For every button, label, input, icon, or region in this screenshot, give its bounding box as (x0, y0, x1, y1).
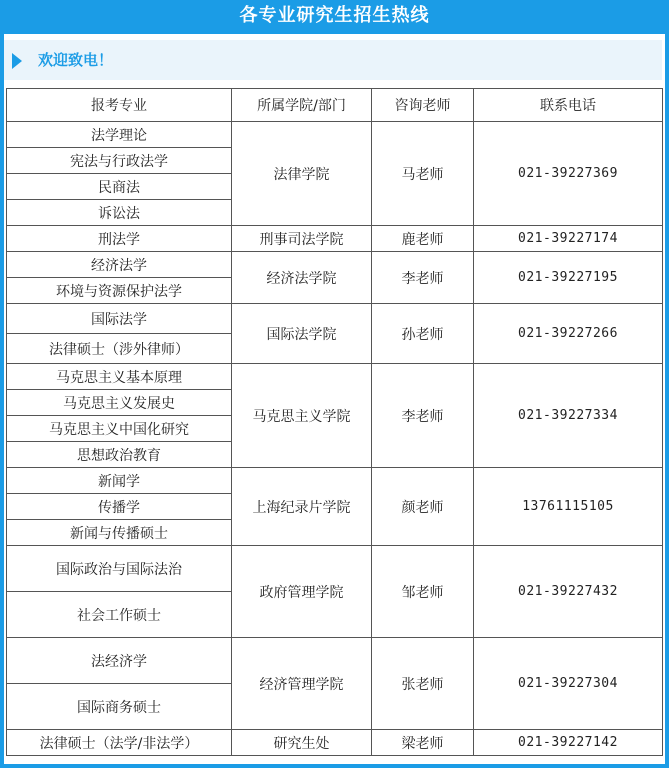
major-cell: 法学理论 (7, 122, 232, 148)
table-row (7, 546, 663, 592)
phone-cell: 021-39227334 (474, 364, 663, 468)
major-cell: 新闻学 (7, 468, 232, 494)
teacher-cell: 鹿老师 (372, 226, 474, 252)
table-row (7, 638, 663, 684)
table-row (7, 122, 663, 148)
teacher-cell: 邹老师 (372, 546, 474, 638)
table-row (7, 364, 663, 390)
phone-cell: 021-39227174 (474, 226, 663, 252)
teacher-cell: 马老师 (372, 122, 474, 226)
phone-cell: 021-39227142 (474, 730, 663, 756)
header-phone: 联系电话 (474, 89, 663, 122)
welcome-bar (4, 40, 662, 80)
major-cell: 刑法学 (7, 226, 232, 252)
table-header-row (7, 89, 663, 122)
major-cell: 传播学 (7, 494, 232, 520)
teacher-cell: 梁老师 (372, 730, 474, 756)
major-cell: 国际商务硕士 (7, 684, 232, 730)
major-cell: 社会工作硕士 (7, 592, 232, 638)
teacher-cell: 李老师 (372, 364, 474, 468)
teacher-cell: 孙老师 (372, 304, 474, 364)
major-cell: 马克思主义发展史 (7, 390, 232, 416)
welcome-text: 欢迎致电！ (38, 51, 114, 69)
college-cell: 经济法学院 (232, 252, 372, 304)
table-row (7, 468, 663, 494)
major-cell: 思想政治教育 (7, 442, 232, 468)
teacher-cell: 李老师 (372, 252, 474, 304)
teacher-cell: 颜老师 (372, 468, 474, 546)
major-cell: 国际政治与国际法治 (7, 546, 232, 592)
header-teacher: 咨询老师 (372, 89, 474, 122)
major-cell: 马克思主义基本原理 (7, 364, 232, 390)
teacher-cell: 张老师 (372, 638, 474, 730)
college-cell: 研究生处 (232, 730, 372, 756)
major-cell: 法律硕士（涉外律师） (7, 334, 232, 364)
phone-cell: 021-39227304 (474, 638, 663, 730)
table-row (7, 304, 663, 334)
major-cell: 国际法学 (7, 304, 232, 334)
table-row (7, 252, 663, 278)
major-cell: 法律硕士（法学/非法学） (7, 730, 232, 756)
major-cell: 民商法 (7, 174, 232, 200)
phone-cell: 13761115105 (474, 468, 663, 546)
phone-cell: 021-39227369 (474, 122, 663, 226)
table-row (7, 730, 663, 756)
college-cell: 政府管理学院 (232, 546, 372, 638)
major-cell: 环境与资源保护法学 (7, 278, 232, 304)
phone-cell: 021-39227195 (474, 252, 663, 304)
major-cell: 经济法学 (7, 252, 232, 278)
table-row (7, 226, 663, 252)
major-cell: 马克思主义中国化研究 (7, 416, 232, 442)
header-major: 报考专业 (7, 89, 232, 122)
page-title: 各专业研究生招生热线 (0, 0, 669, 34)
hotline-table (6, 88, 663, 756)
major-cell: 诉讼法 (7, 200, 232, 226)
college-cell: 国际法学院 (232, 304, 372, 364)
table-body (7, 122, 663, 756)
major-cell: 新闻与传播硕士 (7, 520, 232, 546)
phone-cell: 021-39227432 (474, 546, 663, 638)
college-cell: 上海纪录片学院 (232, 468, 372, 546)
major-cell: 法经济学 (7, 638, 232, 684)
college-cell: 马克思主义学院 (232, 364, 372, 468)
college-cell: 经济管理学院 (232, 638, 372, 730)
header-college: 所属学院/部门 (232, 89, 372, 122)
major-cell: 宪法与行政法学 (7, 148, 232, 174)
phone-cell: 021-39227266 (474, 304, 663, 364)
content-panel (4, 34, 665, 764)
college-cell: 刑事司法学院 (232, 226, 372, 252)
college-cell: 法律学院 (232, 122, 372, 226)
triangle-right-icon (12, 53, 22, 69)
